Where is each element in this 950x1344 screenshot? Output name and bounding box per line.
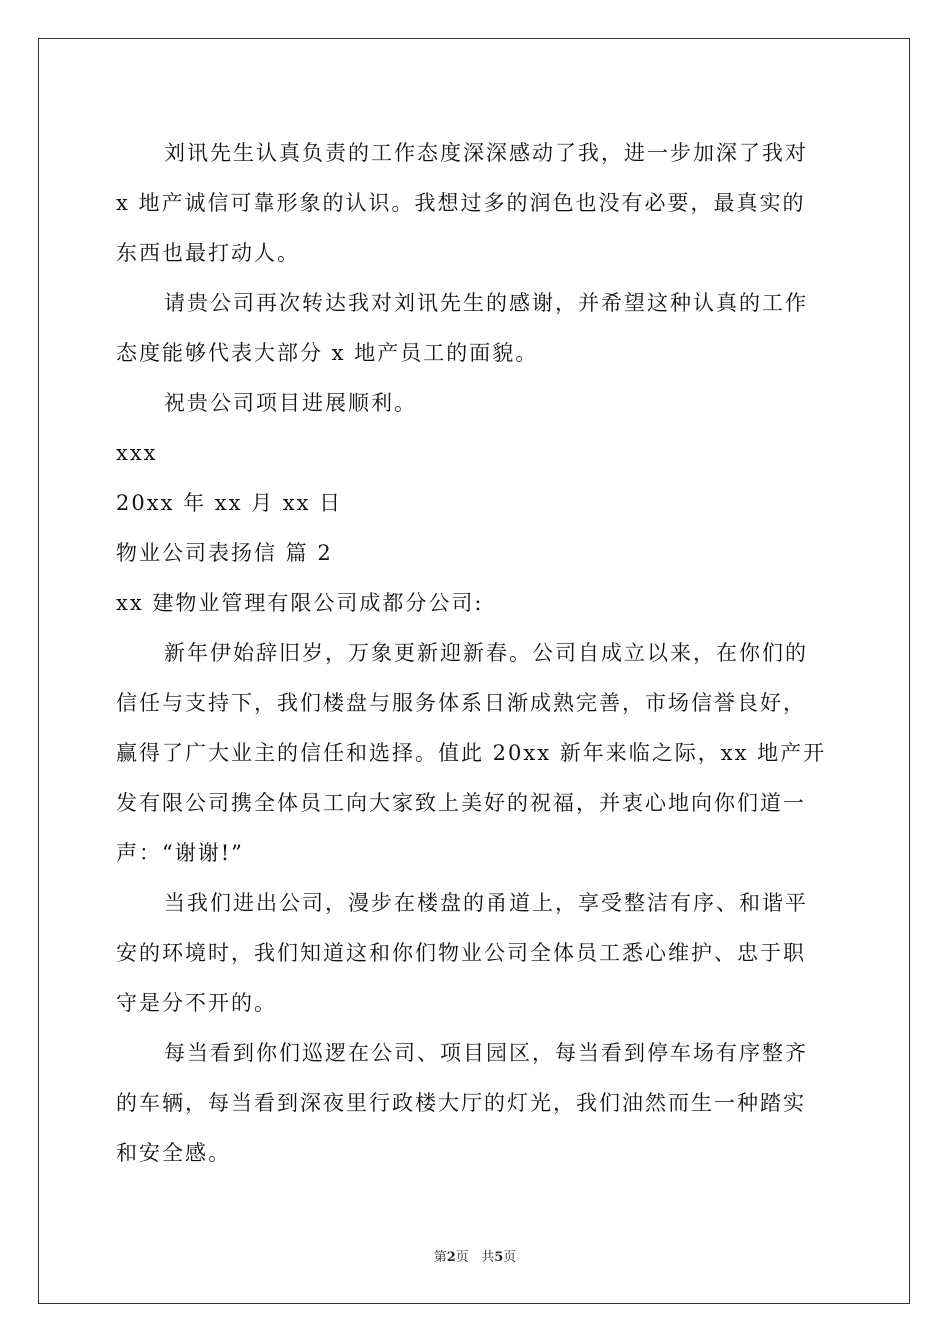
paragraph-line: 态度能够代表大部分 x 地产员工的面貌。 <box>116 341 539 365</box>
page-prefix: 第 <box>433 1250 447 1265</box>
total-prefix: 共 <box>481 1250 495 1265</box>
paragraph-line: 信任与支持下，我们楼盘与服务体系日渐成熟完善，市场信誉良好， <box>116 691 806 715</box>
paragraph-line: 当我们进出公司，漫步在楼盘的甬道上，享受整洁有序、和谐平 <box>164 891 808 915</box>
document-body <box>116 128 836 1178</box>
paragraph-line: 守是分不开的。 <box>116 991 277 1015</box>
paragraph-line: 的车辆，每当看到深夜里行政楼大厅的灯光，我们油然而生一种踏实 <box>116 1091 806 1115</box>
page-footer <box>0 1246 950 1265</box>
paragraph-line: 和安全感。 <box>116 1141 231 1165</box>
letter-date: 20xx 年 xx 月 xx 日 <box>116 491 343 515</box>
paragraph-line: 每当看到你们巡逻在公司、项目园区，每当看到停车场有序整齐 <box>164 1041 808 1065</box>
paragraph-line: 新年伊始辞旧岁，万象更新迎新春。公司自成立以来，在你们的 <box>164 641 808 665</box>
page-total: 5 <box>494 1250 504 1265</box>
closing-wish: 祝贵公司项目进展顺利。 <box>164 391 417 415</box>
signature: xxx <box>116 441 158 465</box>
paragraph-line: 刘讯先生认真负责的工作态度深深感动了我，进一步加深了我对 <box>164 141 808 165</box>
total-suffix: 页 <box>503 1250 517 1265</box>
paragraph-line: 声：“谢谢!” <box>116 841 244 865</box>
section-title: 物业公司表扬信 篇 2 <box>116 541 333 565</box>
paragraph-line: 发有限公司携全体员工向大家致上美好的祝福，并衷心地向你们道一 <box>116 791 806 815</box>
paragraph-line: 请贵公司再次转达我对刘讯先生的感谢，并希望这种认真的工作 <box>164 291 808 315</box>
paragraph-line: 安的环境时，我们知道这和你们物业公司全体员工悉心维护、忠于职 <box>116 941 806 965</box>
salutation: xx 建物业管理有限公司成都分公司: <box>116 591 484 615</box>
paragraph-line: 东西也最打动人。 <box>116 241 300 265</box>
page-suffix: 页 <box>455 1250 469 1265</box>
paragraph-line: x 地产诚信可靠形象的认识。我想过多的润色也没有必要，最真实的 <box>116 191 806 215</box>
page-current: 2 <box>446 1250 456 1265</box>
paragraph-line: 赢得了广大业主的信任和选择。值此 20xx 新年来临之际，xx 地产开 <box>116 741 827 765</box>
